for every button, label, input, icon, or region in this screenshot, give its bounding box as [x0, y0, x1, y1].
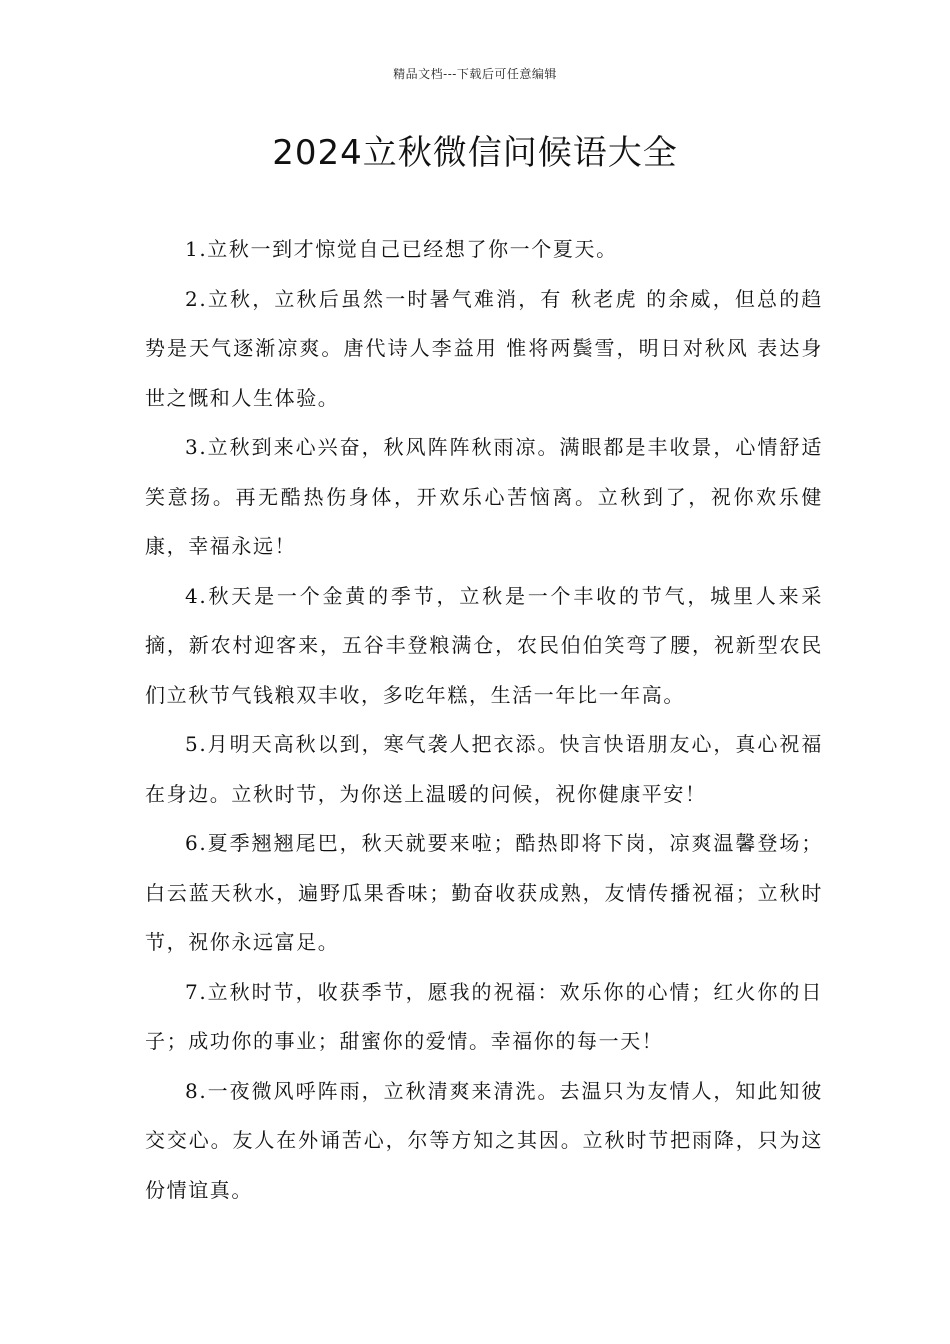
- paragraph-5: 5.月明天高秋以到，寒气袭人把衣添。快言快语朋友心，真心祝福在身边。立秋时节，为你送上温暖的问候，祝你健康平安！: [145, 732, 823, 806]
- paragraph-4: 4.秋天是一个金黄的季节，立秋是一个丰收的节气，城里人来采摘，新农村迎客来，五谷丰登粮满仓，农民伯伯笑弯了腰，祝新型农民们立秋节气钱粮双丰收，多吃年糕，生活一年比一年高。: [145, 583, 823, 707]
- paragraph-6: 6.夏季翘翘尾巴，秋天就要来啦；酷热即将下岗，凉爽温馨登场；白云蓝天秋水，遍野瓜果香味；勤奋收获成熟，友情传播祝福；立秋时节，祝你永远富足。: [145, 831, 823, 954]
- paragraph-2: 2.立秋，立秋后虽然一时暑气难消，有 秋老虎 的余威，但总的趋势是天气逐渐凉爽。唐代诗人李益用 惟将两鬓雪，明日对秋风 表达身世之慨和人生体验。: [145, 286, 823, 410]
- document-body: [145, 225, 823, 1215]
- paragraph-7: 7.立秋时节，收获季节，愿我的祝福：欢乐你的心情；红火你的日子；成功你的事业；甜蜜你的爱情。幸福你的每一天！: [145, 979, 823, 1053]
- paragraph-8: 8.一夜微风呼阵雨，立秋清爽来清洗。去温只为友情人，知此知彼交交心。友人在外诵苦心，尔等方知之其因。立秋时节把雨降，只为这份情谊真。: [145, 1078, 823, 1202]
- paragraph-1: 1.立秋一到才惊觉自己已经想了你一个夏天。: [185, 237, 618, 261]
- paragraph-3: 3.立秋到来心兴奋，秋风阵阵秋雨凉。满眼都是丰收景，心情舒适笑意扬。再无酷热伤身体，开欢乐心苦恼离。立秋到了，祝你欢乐健康，幸福永远！: [145, 435, 823, 558]
- page-title: 2024立秋微信问候语大全: [272, 133, 678, 173]
- header-note: 精品文档---下载后可任意编辑: [393, 67, 557, 81]
